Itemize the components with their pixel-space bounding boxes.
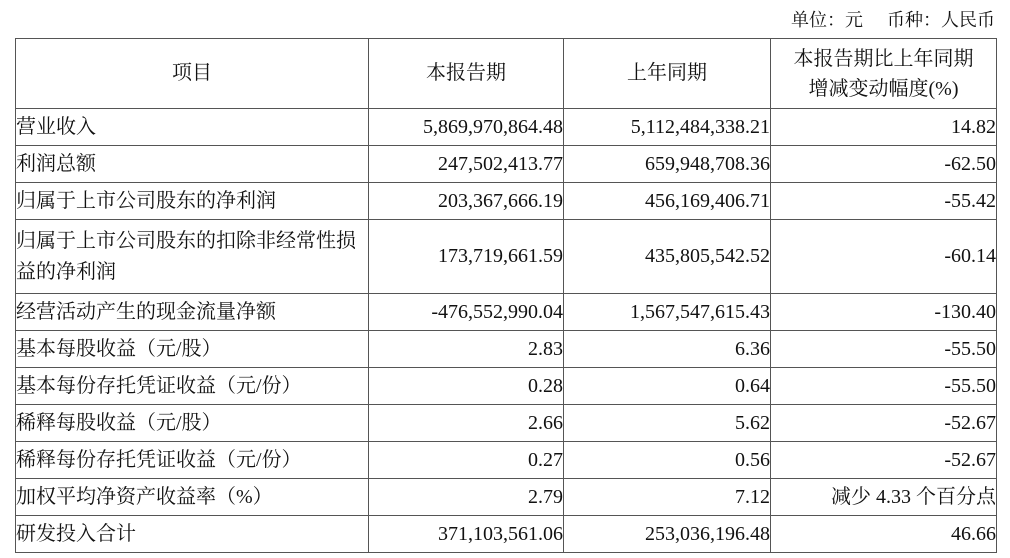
cell-item: 归属于上市公司股东的净利润: [16, 183, 369, 220]
cell-current: 5,869,970,864.48: [369, 109, 564, 146]
cell-current: 2.66: [369, 405, 564, 442]
cell-prior: 6.36: [564, 331, 771, 368]
cell-current: 371,103,561.06: [369, 516, 564, 553]
unit-label: 单位：元: [791, 10, 863, 30]
cell-change: -52.67: [771, 442, 997, 479]
cell-item: 利润总额: [16, 146, 369, 183]
cell-item: 基本每份存托凭证收益（元/份）: [16, 368, 369, 405]
cell-change: 14.82: [771, 109, 997, 146]
table-row: [16, 331, 997, 368]
col-header-change-line2: 增减变动幅度(%): [808, 77, 959, 100]
cell-current: 0.28: [369, 368, 564, 405]
currency-label: 币种：人民币: [887, 10, 995, 30]
cell-item: 稀释每股收益（元/股）: [16, 405, 369, 442]
cell-prior: 435,805,542.52: [564, 220, 771, 294]
cell-prior: 0.64: [564, 368, 771, 405]
table-row: [16, 220, 997, 294]
col-header-prior: 上年同期: [564, 39, 771, 109]
cell-change: -62.50: [771, 146, 997, 183]
cell-change: 减少 4.33 个百分点: [771, 479, 997, 516]
cell-prior: 5,112,484,338.21: [564, 109, 771, 146]
cell-current: 0.27: [369, 442, 564, 479]
cell-item: 营业收入: [16, 109, 369, 146]
table-row: [16, 368, 997, 405]
cell-change: 46.66: [771, 516, 997, 553]
cell-change: -130.40: [771, 294, 997, 331]
cell-item: 加权平均净资产收益率（%）: [16, 479, 369, 516]
cell-current: 247,502,413.77: [369, 146, 564, 183]
col-header-change-line1: 本报告期比上年同期: [793, 47, 974, 70]
cell-item: 基本每股收益（元/股）: [16, 331, 369, 368]
table-row: [16, 516, 997, 553]
cell-prior: 253,036,196.48: [564, 516, 771, 553]
table-row: [16, 294, 997, 331]
table-row: [16, 109, 997, 146]
cell-current: 203,367,666.19: [369, 183, 564, 220]
table-row: [16, 183, 997, 220]
col-header-item: 项目: [16, 39, 369, 109]
cell-item: 经营活动产生的现金流量净额: [16, 294, 369, 331]
cell-prior: 659,948,708.36: [564, 146, 771, 183]
cell-prior: 456,169,406.71: [564, 183, 771, 220]
header-row: [16, 39, 997, 109]
cell-item: 研发投入合计: [16, 516, 369, 553]
cell-prior: 5.62: [564, 405, 771, 442]
cell-item: 稀释每份存托凭证收益（元/份）: [16, 442, 369, 479]
cell-item: 归属于上市公司股东的扣除非经常性损益的净利润: [16, 220, 369, 294]
cell-prior: 7.12: [564, 479, 771, 516]
cell-current: 173,719,661.59: [369, 220, 564, 294]
table-row: [16, 146, 997, 183]
financial-summary-table: [15, 38, 997, 553]
unit-currency-note: [791, 6, 995, 32]
cell-change: -60.14: [771, 220, 997, 294]
col-header-current: 本报告期: [369, 39, 564, 109]
table-row: [16, 479, 997, 516]
cell-current: -476,552,990.04: [369, 294, 564, 331]
cell-change: -55.50: [771, 368, 997, 405]
cell-change: -52.67: [771, 405, 997, 442]
table-row: [16, 442, 997, 479]
cell-prior: 1,567,547,615.43: [564, 294, 771, 331]
table-row: [16, 405, 997, 442]
cell-current: 2.83: [369, 331, 564, 368]
cell-prior: 0.56: [564, 442, 771, 479]
col-header-change: [771, 39, 997, 109]
cell-current: 2.79: [369, 479, 564, 516]
cell-change: -55.50: [771, 331, 997, 368]
cell-change: -55.42: [771, 183, 997, 220]
